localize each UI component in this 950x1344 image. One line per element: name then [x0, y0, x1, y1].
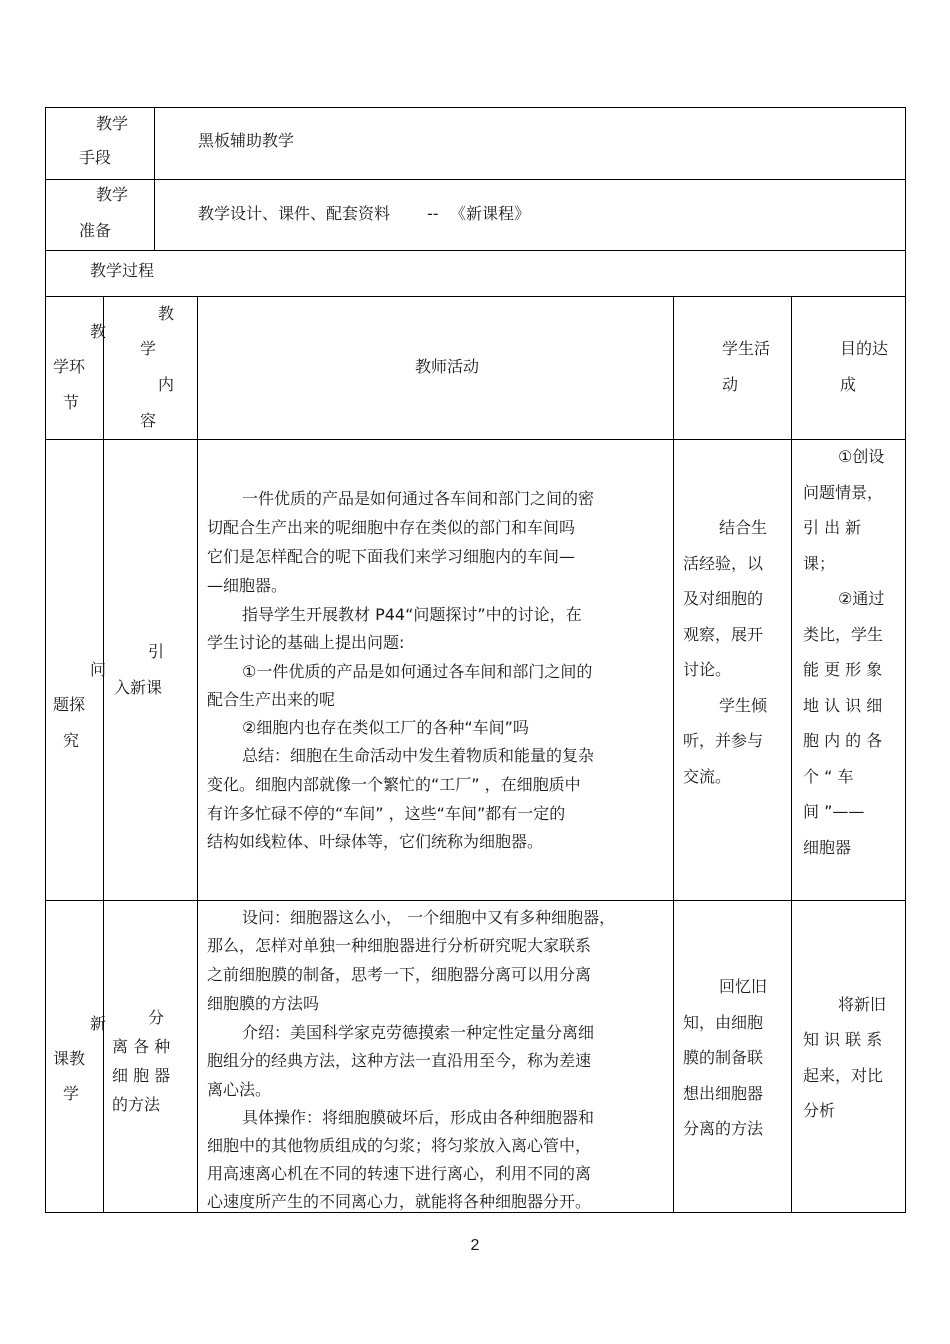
header-stage: 学环	[53, 357, 86, 376]
row2-student-line: 分离的方法	[683, 1119, 764, 1138]
row1-student-line: 及对细胞的	[683, 589, 764, 608]
teaching-prep-label: 教学	[96, 185, 129, 204]
process-title: 教学过程	[90, 261, 155, 280]
table-border-right	[905, 107, 906, 1213]
teaching-means-value: 黑板辅助教学	[198, 131, 295, 150]
header-stage: 节	[63, 393, 80, 412]
row1-student-line: 听，并参与	[683, 731, 764, 750]
column-divider	[791, 296, 792, 1213]
row2-content: 分	[148, 1008, 165, 1027]
row1-goal-line: ②通过	[838, 589, 885, 608]
table-border-bottom	[45, 1212, 906, 1213]
teaching-prep-book: 《新课程》	[450, 204, 531, 223]
row1-goal-line: 课；	[803, 554, 836, 573]
row2-teacher-line: 离心法。	[207, 1080, 272, 1099]
row1-student-line: 交流。	[683, 767, 732, 786]
row1-goal-line: 个 “ 车	[803, 767, 854, 786]
teaching-means-label: 手段	[79, 148, 112, 167]
header-stage: 教	[90, 322, 107, 341]
row2-teacher-line: 之前细胞膜的制备，思考一下，细胞器分离可以用分离	[207, 965, 592, 984]
row1-teacher-line: 指导学生开展教材 P44“问题探讨”中的讨论，在	[242, 605, 582, 624]
row2-student-line: 想出细胞器	[683, 1084, 764, 1103]
row1-goal-line: 胞 内 的 各	[803, 731, 883, 750]
column-divider	[154, 107, 155, 251]
row2-stage: 课教	[53, 1049, 86, 1068]
row1-goal-line: 间 ”——	[803, 802, 865, 821]
row1-goal-line: 类比，学生	[803, 625, 884, 644]
row-divider	[45, 250, 906, 251]
row1-student-line: 观察，展开	[683, 625, 764, 644]
row1-stage: 究	[63, 731, 80, 750]
row2-teacher-line: 那么，怎样对单独一种细胞器进行分析研究呢大家联系	[207, 936, 592, 955]
header-content: 学	[140, 339, 157, 358]
row2-student-line: 知，由细胞	[683, 1013, 764, 1032]
row1-student-line: 学生倾	[719, 696, 768, 715]
header-student: 学生活	[722, 339, 771, 358]
header-content: 容	[140, 411, 157, 430]
row1-content: 引	[148, 642, 165, 661]
row1-goal-line: ①创设	[838, 447, 885, 466]
row1-teacher-line: 总结：细胞在生命活动中发生着物质和能量的复杂	[242, 746, 595, 765]
header-goal: 成	[840, 375, 857, 394]
row-divider	[45, 900, 906, 901]
row1-teacher-line: ①一件优质的产品是如何通过各车间和部门之间的	[242, 662, 593, 681]
row2-teacher-line: 用高速离心机在不同的转速下进行离心，利用不同的离	[207, 1164, 592, 1183]
column-divider	[197, 296, 198, 1213]
row2-teacher-line: 胞组分的经典方法，这种方法一直沿用至今，称为差速	[207, 1051, 592, 1070]
row2-content: 细 胞 器	[112, 1066, 171, 1085]
row1-goal-line: 问题情景，	[803, 483, 884, 502]
row1-teacher-line: 有许多忙碌不停的“车间” ，这些“车间”都有一定的	[207, 804, 566, 823]
row-divider	[45, 179, 906, 180]
table-border-left	[45, 107, 46, 1213]
header-content: 教	[158, 304, 175, 323]
page-number: 2	[470, 1237, 480, 1254]
row1-content: 入新课	[114, 678, 163, 697]
row1-teacher-line: 结构如线粒体、叶绿体等，它们统称为细胞器。	[207, 832, 544, 851]
row1-teacher-line: 变化。细胞内部就像一个繁忙的“工厂” ，在细胞质中	[207, 775, 581, 794]
row1-stage: 题探	[53, 695, 86, 714]
header-student: 动	[722, 375, 739, 394]
row-divider	[45, 296, 906, 297]
row1-student-line: 结合生	[719, 518, 768, 537]
row1-stage: 问	[90, 660, 107, 679]
row1-teacher-line: 它们是怎样配合的呢下面我们来学习细胞内的车间—	[207, 547, 576, 566]
row2-goal-line: 知 识 联 系	[803, 1030, 883, 1049]
header-goal: 目的达	[840, 339, 889, 358]
table-border-top	[45, 107, 906, 108]
row1-student-line: 活经验，以	[683, 554, 764, 573]
teaching-prep-label: 准备	[79, 221, 112, 240]
row2-stage: 新	[90, 1014, 107, 1033]
row1-teacher-line: —细胞器。	[207, 576, 288, 595]
row2-student-line: 回忆旧	[719, 977, 768, 996]
row2-teacher-line: 心速度所产生的不同离心力，就能将各种细胞器分开。	[207, 1192, 592, 1211]
row2-teacher-line: 细胞中的其他物质组成的匀浆；将匀浆放入离心管中，	[207, 1136, 592, 1155]
row1-teacher-line: 配合生产出来的呢	[207, 690, 336, 709]
row2-student-line: 膜的制备联	[683, 1048, 764, 1067]
row1-goal-line: 地 认 识 细	[803, 696, 883, 715]
row1-goal-line: 能 更 形 象	[803, 660, 883, 679]
header-teacher: 教师活动	[415, 357, 480, 376]
row2-teacher-line: 具体操作：将细胞膜破坏后，形成由各种细胞器和	[242, 1108, 595, 1127]
row2-goal-line: 将新旧	[838, 995, 887, 1014]
row2-content: 离 各 种	[112, 1037, 171, 1056]
row2-content: 的方法	[112, 1095, 161, 1114]
row2-goal-line: 分析	[803, 1101, 836, 1120]
row2-stage: 学	[63, 1084, 80, 1103]
teaching-means-label: 教学	[96, 114, 129, 133]
row1-teacher-line: 切配合生产出来的呢细胞中存在类似的部门和车间吗	[207, 518, 576, 537]
row1-teacher-line: 学生讨论的基础上提出问题:	[207, 633, 405, 652]
teaching-prep-value: 教学设计、课件、配套资料	[198, 204, 391, 223]
row1-teacher-line: 一件优质的产品是如何通过各车间和部门之间的密	[242, 489, 595, 508]
column-divider	[673, 296, 674, 1213]
header-content: 内	[158, 375, 175, 394]
teaching-prep-dash: --	[427, 204, 439, 223]
row1-goal-line: 引 出 新	[803, 518, 862, 537]
column-divider	[103, 296, 104, 1213]
row-divider	[45, 439, 906, 440]
row2-teacher-line: 细胞膜的方法吗	[207, 994, 320, 1013]
row1-goal-line: 细胞器	[803, 838, 852, 857]
row1-teacher-line: ②细胞内也存在类似工厂的各种“车间”吗	[242, 718, 529, 737]
row2-teacher-line: 设问：细胞器这么小， 一个细胞中又有多种细胞器，	[242, 908, 616, 927]
row1-student-line: 讨论。	[683, 660, 732, 679]
row2-goal-line: 起来，对比	[803, 1066, 884, 1085]
row2-teacher-line: 介绍：美国科学家克劳德摸索一种定性定量分离细	[242, 1023, 595, 1042]
